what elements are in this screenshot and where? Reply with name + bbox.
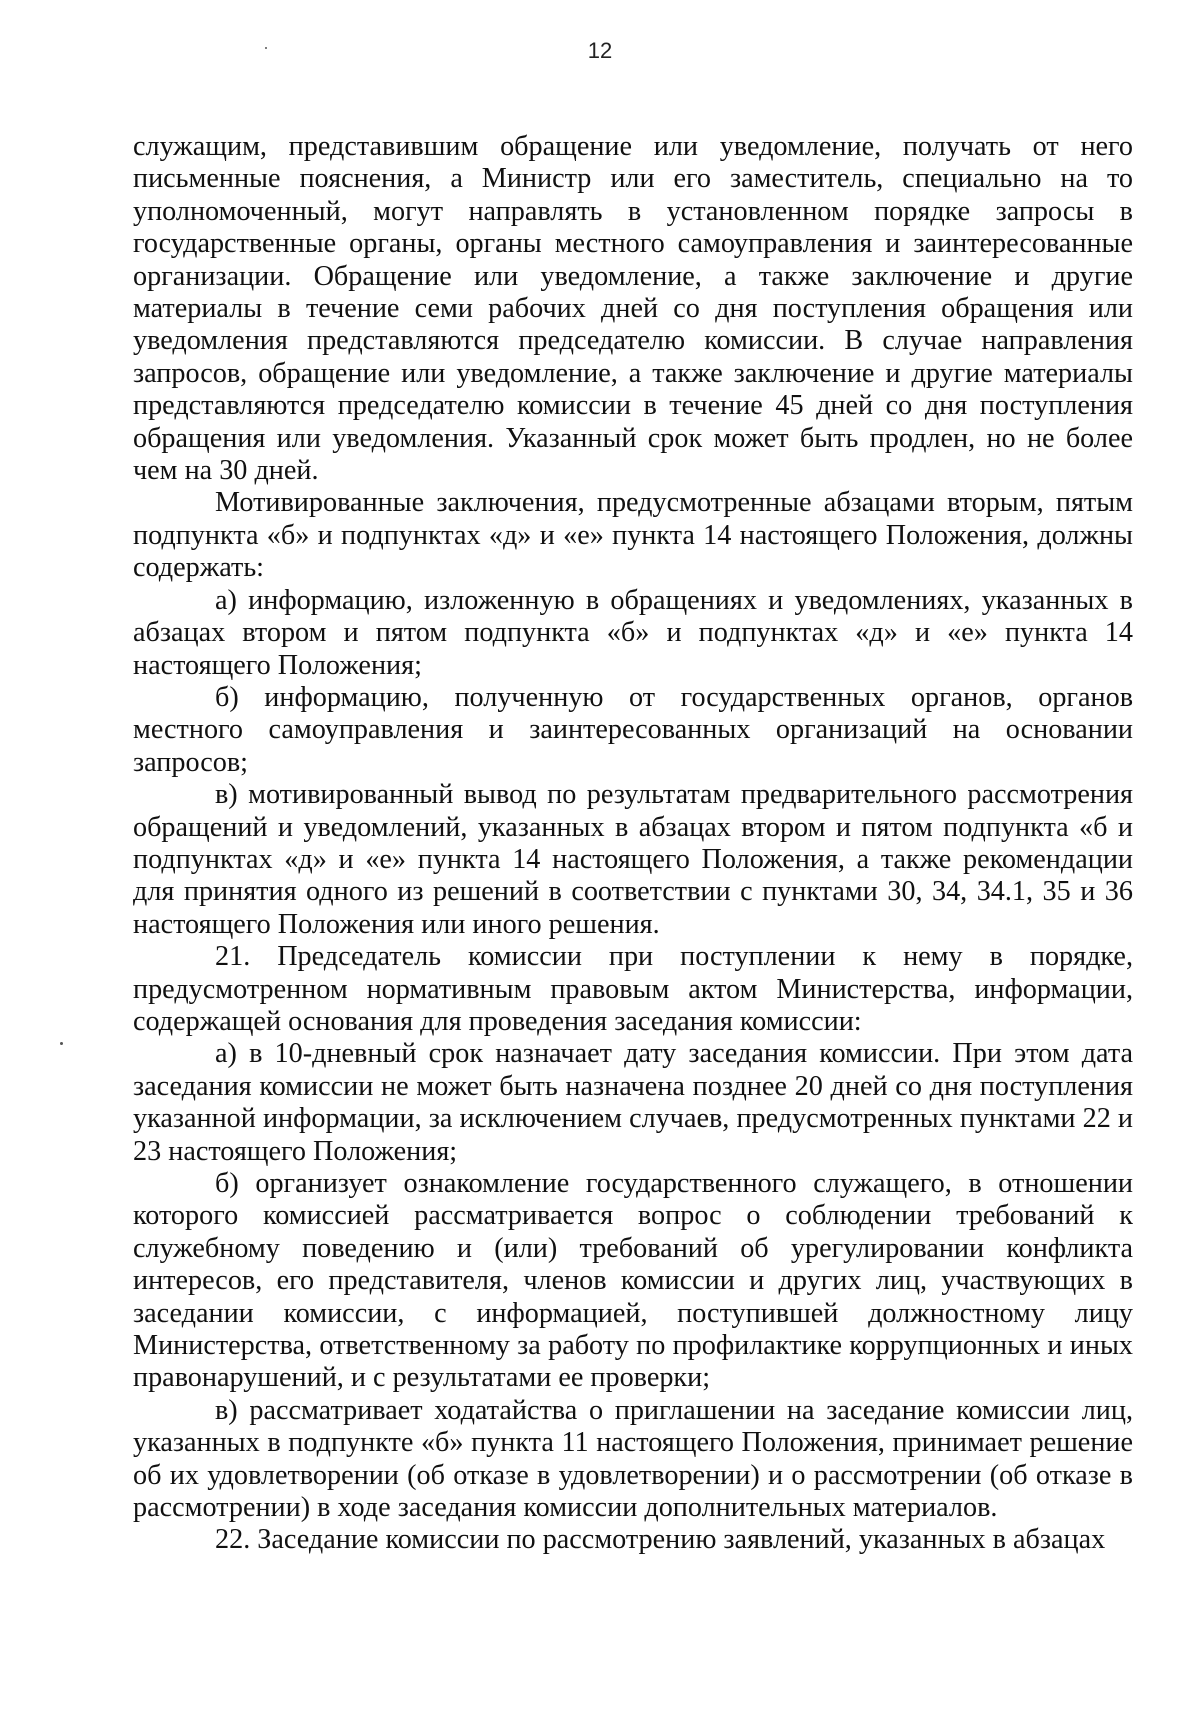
paragraph-section-22: 22. Заседание комиссии по рассмотрению заявлений, указанных в абзацах: [215, 1524, 1106, 1556]
paragraph-section-21: 21. Председатель комиссии при поступлении к нему в порядке, предусмотренном нормативным правовым актом Министерства, информации, содержащей основания для проведения заседания комиссии:: [133, 941, 1133, 1037]
document-body: [133, 131, 1133, 1557]
paragraph-item-a: а) информацию, изложенную в обращениях и уведомлениях, указанных в абзацах втором и пятом подпункта «б» и подпунктах «д» и «е» пункта 14 настоящего Положения;: [133, 584, 1133, 681]
paragraph-item-b: б) информацию, полученную от государственных органов, органов местного самоуправления и заинтересованных организаций на основании запросов;: [133, 681, 1133, 778]
paragraph-21-item-a: а) в 10-дневный срок назначает дату заседания комиссии. При этом дата заседания комиссии не может быть назначена позднее 20 дней со дня поступления указанной информации, за исключением случаев, предусмотренных пунктами 22 и 23 настоящего Положения;: [133, 1038, 1133, 1167]
page-number: 12: [587, 38, 613, 63]
scan-speck: [265, 47, 267, 49]
paragraph-item-v: в) мотивированный вывод по результатам предварительного рассмотрения обращений и уведомлений, указанных в абзацах втором и пятом подпункта «б и подпунктах «д» и «е» пункта 14 настоящего Положения, а также рекомендации для принятия одного из решений в соответствии с пунктами 30, 34, 34.1, 35 и 36 настоящего Положения или иного решения.: [133, 779, 1133, 940]
paragraph-motivated-conclusions: Мотивированные заключения, предусмотренные абзацами вторым, пятым подпункта «б» и подпунктах «д» и «е» пункта 14 настоящего Положения, должны содержать:: [133, 487, 1133, 584]
paragraph-21-item-b: б) организует ознакомление государственного служащего, в отношении которого комиссией рассматривается вопрос о соблюдении требований к служебному поведению и (или) требований об урегулировании конфликта интересов, его представителя, членов комиссии и других лиц, участвующих в заседании комиссии, с информацией, поступившей должностному лицу Министерства, ответственному за работу по профилактике коррупционных и иных правонарушений, и с результатами ее проверки;: [133, 1168, 1133, 1394]
paragraph-continuation: служащим, представившим обращение или уведомление, получать от него письменные пояснения, а Министр или его заместитель, специально на то уполномоченный, могут направлять в установленном порядке запросы в государственные органы, органы местного самоуправления и заинтересованные организации. Обращение или уведомление, а также заключение и другие материалы в течение семи рабочих дней со дня поступления обращения или уведомления представляются председателю комиссии. В случае направления запросов, обращение или уведомление, а также заключение и другие материалы представляются председателю комиссии в течение 45 дней со дня поступления обращения или уведомления. Указанный срок может быть продлен, но не более чем на 30 дней.: [133, 131, 1133, 487]
paragraph-21-item-v: в) рассматривает ходатайства о приглашении на заседание комиссии лиц, указанных в подпункте «б» пункта 11 настоящего Положения, принимает решение об их удовлетворении (об отказе в удовлетворении) и о рассмотрении (об отказе в рассмотрении) в ходе заседания комиссии дополнительных материалов.: [133, 1394, 1133, 1524]
scan-speck: [60, 1042, 63, 1045]
